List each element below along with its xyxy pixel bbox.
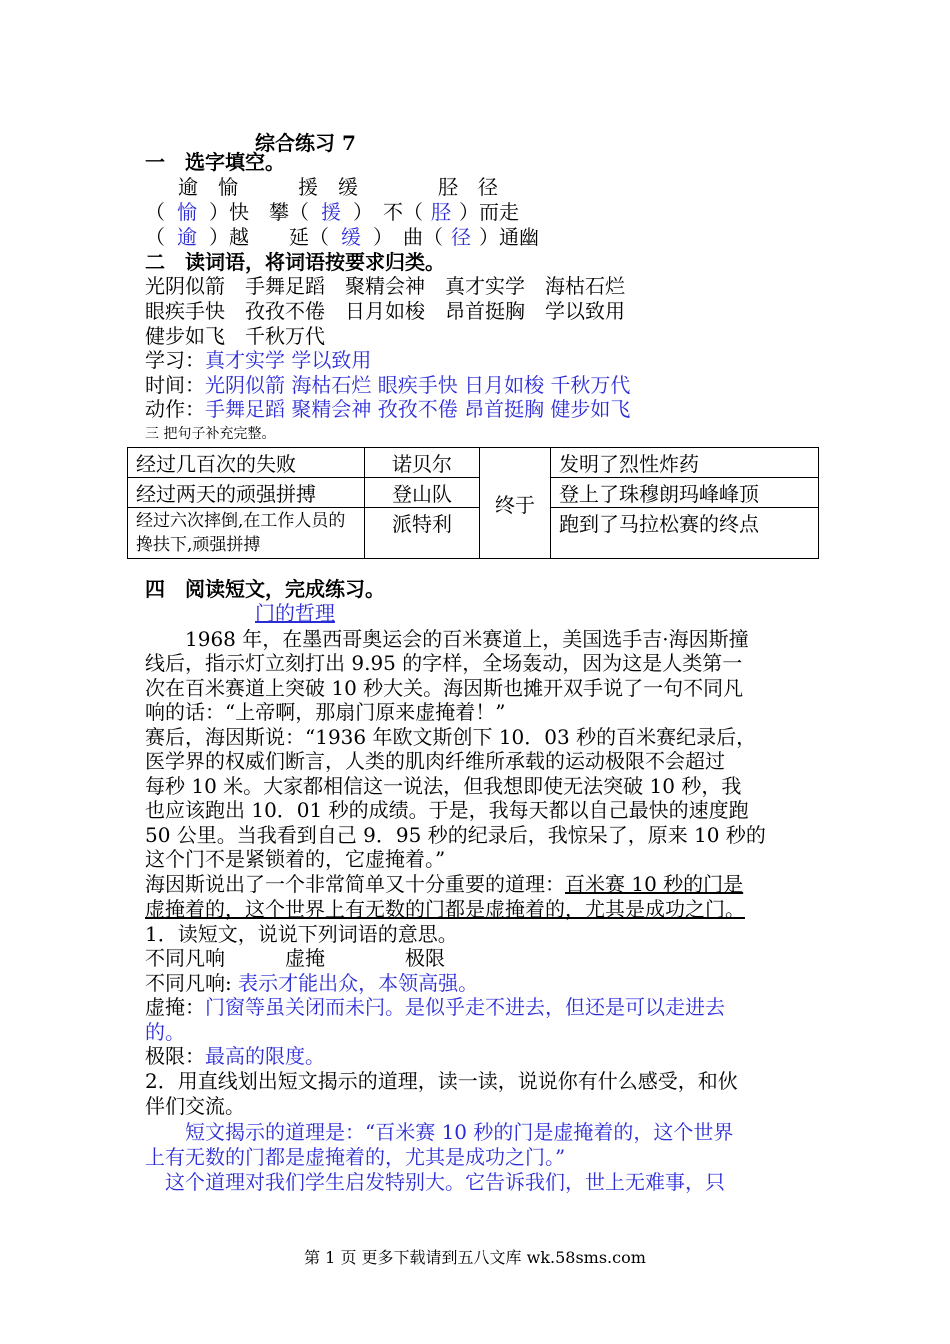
section1-row1	[145, 200, 519, 224]
story-title: 门的哲理	[255, 601, 335, 625]
text: ）而走	[459, 200, 519, 224]
answer-2: 缓	[341, 225, 361, 249]
answer: 手舞足蹈 聚精会神 孜孜不倦 昂首挺胸 健步如飞	[205, 397, 631, 421]
paragraph-line-underlined: 虚掩着的，这个世界上有无数的门都是虚掩着的，尤其是成功之门。	[145, 897, 745, 921]
paragraph-line: 赛后，海因斯说：“1936 年欧文斯创下 10．03 秒的百米赛纪录后，	[145, 725, 757, 749]
section2-heading: 二 读词语，将词语按要求归类。	[145, 250, 445, 274]
text: ）快 攀（	[209, 200, 309, 224]
answer: 门窗等虽关闭而未闩。是似乎走不进去，但还是可以走进去	[205, 995, 725, 1019]
time-row	[145, 373, 630, 397]
paragraph-line: 次在百米赛道上突破 10 秒大关。海因斯也摊开双手说了一句不同凡	[145, 676, 744, 700]
label: 极限：	[145, 1044, 205, 1068]
answer: 真才实学 学以致用	[205, 348, 372, 372]
word-list-line: 健步如飞 千秋万代	[145, 324, 325, 348]
text: （	[145, 225, 165, 249]
word-list-line: 眼疾手快 孜孜不倦 日月如梭 昂首挺胸 学以致用	[145, 299, 625, 323]
table-cell: 经过六次摔倒,在工作人员的搀扶下,顽强拼搏	[128, 508, 365, 559]
table-cell: 派特利	[365, 508, 480, 559]
text: ） 曲（	[373, 225, 443, 249]
answer-1: 逾	[177, 225, 197, 249]
answer-row	[145, 995, 725, 1019]
paragraph-line: 1968 年，在墨西哥奥运会的百米赛道上，美国选手吉·海因斯撞	[145, 627, 749, 651]
answer: 表示才能出众，本领高强。	[238, 971, 479, 995]
underlined-text: 百米赛 10 秒的门是	[565, 872, 744, 896]
table-cell-middle: 终于	[480, 448, 551, 559]
table-cell: 发明了烈性炸药	[551, 448, 819, 478]
table-cell: 诺贝尔	[365, 448, 480, 478]
question-2-continued: 伴们交流。	[145, 1094, 245, 1118]
section3-heading: 三 把句子补充完整。	[145, 426, 276, 442]
label: 学习：	[145, 348, 205, 372]
table-cell: 跑到了马拉松赛的终点	[551, 508, 819, 559]
question-2: 2．用直线划出短文揭示的道理，读一读，说说你有什么感受，和伙	[145, 1069, 738, 1093]
label: 不同凡响:	[145, 971, 239, 995]
study-row	[145, 348, 371, 372]
paragraph-line: 医学界的权威们断言，人类的肌肉纤维所承载的运动极限不会超过	[145, 749, 725, 773]
section1-row2	[145, 225, 539, 249]
page-title: 综合练习 7	[255, 131, 356, 155]
paragraph-line	[145, 872, 743, 896]
question-1-words: 不同凡响 虚掩 极限	[145, 946, 445, 970]
question-1: 1．读短文，说说下列词语的意思。	[145, 922, 458, 946]
table-cell: 登上了珠穆朗玛峰峰顶	[551, 478, 819, 508]
word-list-line: 光阴似箭 手舞足蹈 聚精会神 真才实学 海枯石烂	[145, 274, 625, 298]
label: 动作：	[145, 397, 205, 421]
answer-1: 愉	[177, 200, 197, 224]
text: 海因斯说出了一个非常简单又十分重要的道理：	[145, 872, 565, 896]
paragraph-line: 线后，指示灯立刻打出 9.95 的字样，全场轰动，因为这是人类第一	[145, 651, 743, 675]
answer-row	[145, 971, 478, 995]
table-row	[128, 478, 819, 508]
answer-3: 径	[451, 225, 471, 249]
action-row	[145, 397, 630, 421]
answer-continued: 的。	[145, 1020, 185, 1044]
text: （	[145, 200, 165, 224]
answer-line: 短文揭示的道理是：“百米赛 10 秒的门是虚掩着的，这个世界	[145, 1120, 734, 1144]
paragraph-line: 50 公里。当我看到自己 9．95 秒的纪录后，我惊呆了，原来 10 秒的	[145, 823, 766, 847]
table-cell: 经过几百次的失败	[128, 448, 365, 478]
answer-3: 胫	[431, 200, 451, 224]
paragraph-line: 响的话：“上帝啊，那扇门原来虚掩着！”	[145, 700, 506, 724]
section4-heading: 四 阅读短文，完成练习。	[145, 577, 385, 601]
table-row	[128, 448, 819, 478]
answer-line: 上有无数的门都是虚掩着的，尤其是成功之门。”	[145, 1145, 566, 1169]
paragraph-line: 也应该跑出 10．01 秒的成绩。于是，我每天都以自己最快的速度跑	[145, 798, 749, 822]
answer-line: 这个道理对我们学生启发特别大。它告诉我们，世上无难事，只	[145, 1170, 725, 1194]
text: ）通幽	[479, 225, 539, 249]
text: ）越 延（	[209, 225, 329, 249]
label: 虚掩：	[145, 995, 205, 1019]
label: 时间：	[145, 373, 205, 397]
answer-row	[145, 1044, 325, 1068]
table-cell: 登山队	[365, 478, 480, 508]
answer-2: 援	[321, 200, 341, 224]
text: ） 不（	[353, 200, 423, 224]
section1-chars: 逾 愉 援 缓 胫 径	[178, 175, 498, 199]
answer: 最高的限度。	[205, 1044, 325, 1068]
section1-heading: 一 选字填空。	[145, 150, 285, 174]
sentence-table	[127, 447, 819, 559]
paragraph-line: 每秒 10 米。大家都相信这一说法，但我想即使无法突破 10 秒，我	[145, 774, 742, 798]
table-row	[128, 508, 819, 559]
paragraph-line: 这个门不是紧锁着的，它虚掩着。”	[145, 847, 446, 871]
table-cell: 经过两天的顽强拼搏	[128, 478, 365, 508]
answer: 光阴似箭 海枯石烂 眼疾手快 日月如梭 千秋万代	[205, 373, 631, 397]
page-footer: 第 1 页 更多下载请到五八文库 wk.58sms.com	[304, 1248, 646, 1267]
